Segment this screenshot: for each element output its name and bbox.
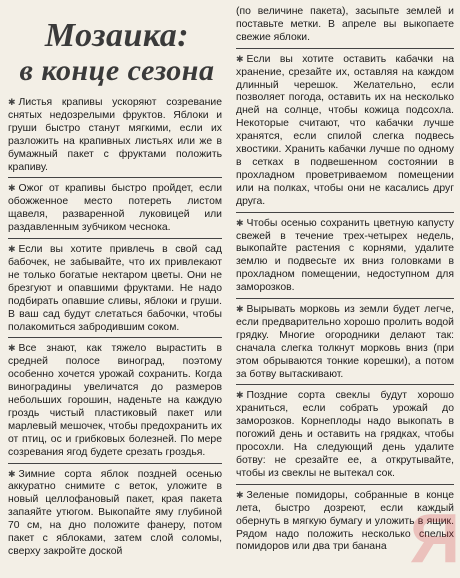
asterisk-icon: ✱ bbox=[236, 53, 244, 64]
tip-paragraph: ✱ Если вы хотите оставить кабачки на хранение, срезайте их, оставляя на каждом длинный черешок. Желательно, если позволяет погода, оставить их на несколько дней на солнце, чтобы кожица подсохла. Некоторые считают, что кабачки лучше хранятся, если спилой слегка подвесь хвостики. Хранить кабачки лучше по одному в сетках в подвешенном состоянии в прохладном проветриваемом помещении или на полках, чтобы они не касались друг друга. bbox=[236, 53, 454, 207]
tip-paragraph: ✱ Листья крапивы ускоряют созревание снятых недозрелыми фруктов. Яблоки и груши быстро станут мягкими, если их разложить на крапивных листьях или же в бумажный пакет с фруктами положить крапиву. bbox=[8, 97, 222, 173]
title-line-2: в конце сезона bbox=[19, 54, 215, 87]
asterisk-icon: ✱ bbox=[8, 343, 16, 354]
title-line-1: Мозаика: bbox=[44, 17, 190, 54]
tip-paragraph: ✱ Ожог от крапивы быстро пройдет, если обожженное место потереть листом щавеля, разваренной луковицей или раздавленным зубчиком чеснока. bbox=[8, 183, 222, 234]
asterisk-icon: ✱ bbox=[8, 97, 16, 107]
divider bbox=[236, 212, 454, 213]
divider bbox=[236, 384, 454, 385]
divider bbox=[8, 463, 222, 464]
tip-paragraph: ✱ Зимние сорта яблок поздней осенью аккуратно снимите с веток, уложите в новый целлофановый пакет, края пакета запаяйте утюгом. Выкопайте яму глубиной 70 см, на дно положите фанеру, потом пакет с яблоками, затем слой соломы, сверху закройте доской bbox=[8, 468, 222, 557]
column-left bbox=[8, 96, 222, 559]
tip-paragraph: ✱ Чтобы осенью сохранить цветную капусту свежей в течение трех-четырех недель, выкопайте растения с корнями, удалите землю и подвесьте их вниз головками в прохладном помещении, недоступном для заморозков. bbox=[236, 217, 454, 294]
page-title bbox=[6, 18, 228, 88]
divider bbox=[236, 48, 454, 49]
tip-paragraph: (по величине пакета), засыпьте землей и поставьте метки. В апреле вы выкопаете свежие яблоки. bbox=[236, 6, 454, 43]
divider bbox=[236, 298, 454, 299]
asterisk-icon: ✱ bbox=[236, 217, 244, 228]
divider bbox=[8, 238, 222, 239]
divider bbox=[8, 177, 222, 178]
asterisk-icon: ✱ bbox=[236, 304, 244, 315]
asterisk-icon: ✱ bbox=[8, 468, 16, 479]
tip-paragraph: ✱ Вырывать морковь из земли будет легче, если предварительно хорошо пролить водой грядку. Многие огородники делают так: сначала слегка толкнут морковь вниз (при этом обрываются тонкие корешки), а потом за ботву вытаскивают. bbox=[236, 304, 454, 380]
tip-paragraph: ✱ Все знают, как тяжело вырастить в средней полосе виноград, поэтому особенно хочется урожай сохранить. Когда виноградины увеличатся до размеров небольших горошин, наденьте на каждую гроздь чистый пластиковый пакет или марлевый мешочек, чтобы предохранить их от птиц, ос и грибковых болезней. По мере созревания ягод будете срезать гроздья. bbox=[8, 343, 222, 458]
divider bbox=[236, 484, 454, 485]
asterisk-icon: ✱ bbox=[8, 183, 16, 194]
asterisk-icon: ✱ bbox=[236, 489, 244, 500]
tip-paragraph: ✱ Если вы хотите привлечь в свой сад бабочек, не забывайте, что их привлекают не только богатые нектаром цветы. Они не брезгуют и опавшими фруктами. Не надо подбирать опавшие сливы, яблоки и груши. В ваш сад будут слетаться бабочки, чтобы полакомиться забродившим соком. bbox=[8, 244, 222, 333]
divider bbox=[8, 337, 222, 338]
asterisk-icon: ✱ bbox=[236, 390, 244, 401]
tip-paragraph: ✱ Зеленые помидоры, собранные в конце лета, быстро дозреют, если каждый обернуть в мягкую бумагу и уложить в ящик. Рядом надо положить несколько спелых помидоров или два три банана bbox=[236, 489, 454, 553]
column-right bbox=[236, 6, 454, 554]
watermark-logo: Я bbox=[409, 499, 458, 577]
asterisk-icon: ✱ bbox=[8, 244, 16, 255]
tip-paragraph: ✱ Поздние сорта свеклы будут хорошо храниться, если собрать урожай до заморозков. Корнеплоды надо выкопать в погожий день и оставить на грядках, чтобы просохли. На следующий день удалите ботву: не срезайте ее, а открутывайте, чтобы из свеклы не вытекал сок. bbox=[236, 390, 454, 479]
